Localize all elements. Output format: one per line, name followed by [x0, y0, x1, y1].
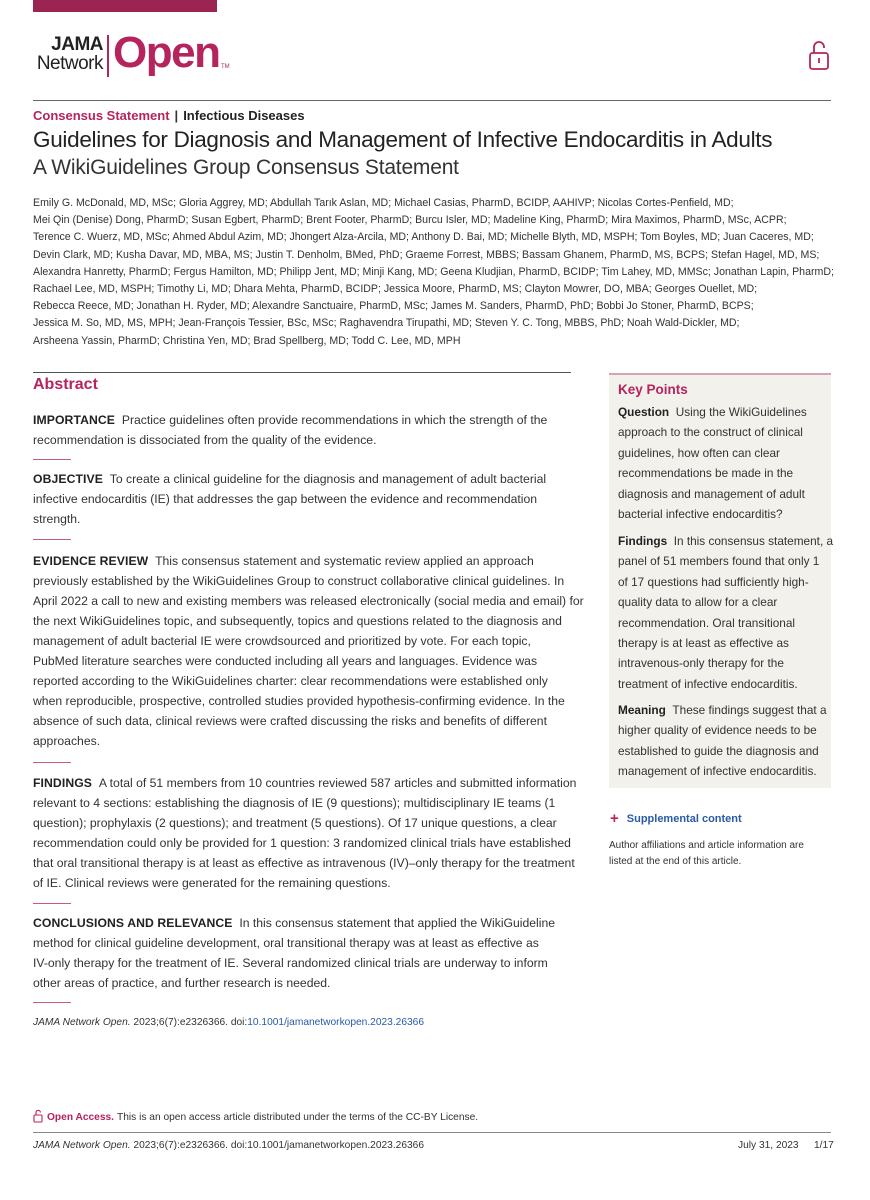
author-line: Devin Clark, MD; Kusha Davar, MD, MBA, MS; Justin T. Denholm, BMed, PhD; Graeme Forrest, MBBS; Bassam Ghanem, PharmD, MS, BCPS; Stefan Hagel, MD, MS; [33, 248, 820, 261]
open-access-lock-icon [33, 1109, 43, 1123]
footer-journal: JAMA Network Open. [33, 1140, 131, 1151]
kp-findings-text: recommendation. Oral transitional [618, 615, 796, 630]
section-divider [33, 762, 71, 763]
findings-label: FINDINGS [33, 776, 93, 790]
affiliations-note-line: listed at the end of this article. [609, 856, 742, 867]
question-text: bacterial infective endocarditis? [618, 507, 783, 522]
top-accent-bar [33, 0, 217, 12]
kp-findings-text: intravenous-only therapy for the [618, 656, 784, 671]
article-citation [33, 1017, 424, 1028]
abstract-conclusions [33, 913, 573, 993]
importance-label: IMPORTANCE [33, 413, 116, 427]
objective-text: To create a clinical guideline for the diagnosis and management of adult bacterial [109, 472, 547, 486]
findings-text: that oral transitional therapy is at least as effective as intravenous (IV)–only therapy for the treatment [33, 856, 575, 870]
article-subtitle: A WikiGuidelines Group Consensus Statement [33, 156, 459, 179]
abstract-evidence-review [33, 551, 584, 751]
importance-text: recommendation is dissociated from the quality of the evidence. [33, 433, 377, 447]
section-divider [33, 1002, 71, 1003]
conclusions-text: other areas of practice, and further research is needed. [33, 976, 331, 990]
findings-text: recommendation could only be provided for 1 question: 3 randomized clinical trials have established [33, 836, 571, 850]
findings-text: A total of 51 members from 10 countries reviewed 587 articles and submitted information [98, 776, 577, 790]
author-line: Arsheena Yassin, PharmD; Christina Yen, MD; Brad Spellberg, MD; Todd C. Lee, MD, MPH [33, 334, 461, 347]
footer-citation [33, 1140, 424, 1151]
supplemental-content-link[interactable] [610, 810, 742, 827]
citation-ref: 2023;6(7):e2326366. doi: [130, 1017, 248, 1028]
abstract-findings [33, 773, 577, 893]
affiliations-note [609, 838, 804, 870]
evidence-review-text: April 2022 a call to new and existing members was released electronically (social media and email) for [33, 594, 584, 608]
evidence-review-text: approaches. [33, 734, 101, 748]
page-number: 1/17 [814, 1140, 834, 1151]
findings-text: relevant to 4 sections: establishing the diagnosis of IE (9 questions); multidisciplinary IE teams (1 [33, 796, 556, 810]
abstract-rule [33, 372, 571, 373]
plus-icon: + [610, 810, 619, 827]
evidence-review-text: previously established by the WikiGuidelines Group to construct collaborative clinical guidelines. In [33, 574, 565, 588]
evidence-review-text: This consensus statement and systematic review applied an approach [155, 554, 534, 568]
kp-findings-text: treatment of infective endocarditis. [618, 676, 798, 691]
footer-ref: 2023;6(7):e2326366. doi:10.1001/jamanetworkopen.2023.26366 [130, 1140, 424, 1151]
key-points-heading: Key Points [618, 382, 688, 397]
meaning-label: Meaning [618, 703, 666, 717]
meaning-text: higher quality of evidence needs to be [618, 723, 817, 738]
open-access-notice [33, 1109, 478, 1123]
key-points-findings [618, 531, 832, 694]
footer-rule [33, 1132, 831, 1133]
abstract-objective [33, 469, 573, 529]
evidence-review-text: the next WikiGuidelines topic, and subsequently, topics and questions related to the diagnosis and [33, 614, 562, 628]
findings-text: question); prophylaxis (2 questions); and treatment (5 questions). Of 17 unique questions, a clear [33, 816, 557, 830]
objective-text: strength. [33, 512, 81, 526]
affiliations-note-line: Author affiliations and article information are [609, 840, 804, 851]
importance-text: Practice guidelines often provide recommendations in which the strength of the [121, 413, 548, 427]
author-list [33, 195, 833, 350]
header-rule [33, 100, 831, 101]
logo-divider [107, 35, 109, 77]
author-line: Mei Qin (Denise) Dong, PharmD; Susan Egbert, PharmD; Brent Footer, PharmD; Burcu Isler, MD; Madeline King, PharmD; Mira Maximos, PharmD, MSc, ACPR; [33, 214, 787, 227]
author-line: Rachael Lee, MD, MSPH; Timothy Li, MD; Dhara Mehta, PharmD, BCIDP; Jessica Moore, PharmD, MS; Clayton Mowrer, DO, MBA; Georges Ouellet, MD; [33, 283, 758, 296]
author-line: Alexandra Hanretty, PharmD; Fergus Hamilton, MD; Philipp Jent, MD; Minji Kang, MD; Geena Kludjian, PharmD, BCIDP; Tim Lahey, MD, MMSc; Jonathan Lapin, PharmD; [33, 265, 834, 278]
open-lock-icon [808, 39, 830, 71]
kp-findings-text: panel of 51 members found that only 1 [618, 554, 820, 569]
key-points-box [609, 373, 834, 788]
conclusions-text: method for clinical guideline development, oral transitional therapy was at least as effective as [33, 936, 539, 950]
supplemental-label: Supplemental content [626, 813, 742, 825]
open-access-text: This is an open access article distributed under the terms of the CC-BY License. [117, 1112, 479, 1123]
question-text: recommendations be made in the [618, 466, 794, 481]
conclusions-text: IV-only therapy for the treatment of IE. Several randomized clinical trials are underway to inform [33, 956, 548, 970]
question-text: approach to the construct of clinical [618, 425, 803, 440]
evidence-review-label: EVIDENCE REVIEW [33, 554, 149, 568]
category-separator: | [174, 108, 179, 123]
kp-findings-text: quality data to allow for a clear [618, 595, 778, 610]
evidence-review-text: when reproducible, prospective, controlled studies provided hypothesis-confirming evidence. In the [33, 694, 565, 708]
question-text: diagnosis and management of adult [618, 486, 805, 501]
section-divider [33, 903, 71, 904]
article-category [33, 108, 305, 123]
objective-text: infective endocarditis (IE) that addresses the gap between the evidence and recommendation [33, 492, 538, 506]
section-divider [33, 459, 71, 460]
evidence-review-text: management of adult bacterial IE were crowdsourced and prioritized by vote. For each topic, [33, 634, 531, 648]
kp-findings-text: therapy is at least as effective as [618, 636, 789, 651]
author-line: Terence C. Wuerz, MD, MSc; Ahmed Abdul Azim, MD; Jhongert Alza-Arcila, MD; Anthony D. Bai, MD; Michelle Blyth, MD, MSPH; Tom Boyles, MD; Juan Caceres, MD; [33, 231, 814, 244]
evidence-review-text: reported according to the WikiGuidelines charter: clear recommendations were established only [33, 674, 548, 688]
key-points-meaning [618, 700, 832, 782]
article-title: Guidelines for Diagnosis and Management of Infective Endocarditis in Adults [33, 127, 773, 152]
kp-findings-label: Findings [618, 534, 668, 548]
meaning-text: established to guide the diagnosis and [618, 743, 819, 758]
kp-findings-text: of 17 questions had sufficiently high- [618, 574, 809, 589]
abstract-heading: Abstract [33, 376, 98, 393]
article-topic[interactable]: Infectious Diseases [183, 108, 305, 123]
evidence-review-text: PubMed literature searches were conducted including all years and languages. Evidence was [33, 654, 538, 668]
open-access-label: Open Access. [47, 1112, 115, 1123]
author-line: Jessica M. So, MD, MS, MPH; Jean-François Tessier, BSc, MSc; Raghavendra Tirupathi, MD; Steven Y. C. Tong, MBBS, PhD; Noah Wald-Dickler, MD; [33, 317, 740, 330]
question-text: Using the WikiGuidelines [675, 405, 807, 419]
author-line: Rebecca Reece, MD; Jonathan H. Ryder, MD; Alexandre Sanctuaire, PharmD, MSc; James M. Sanders, PharmD, PhD; Bobbi Jo Stoner, PharmD, BCPS; [33, 300, 754, 313]
abstract-importance [33, 410, 573, 450]
citation-journal: JAMA Network Open. [33, 1017, 131, 1028]
kp-findings-text: In this consensus statement, a [673, 534, 834, 548]
question-text: guidelines, how often can clear [618, 445, 780, 460]
meaning-text: These findings suggest that a [672, 703, 827, 717]
article-type[interactable]: Consensus Statement [33, 108, 170, 123]
question-label: Question [618, 405, 670, 419]
doi-link[interactable]: 10.1001/jamanetworkopen.2023.26366 [247, 1017, 424, 1028]
findings-text: of IE. Clinical reviews were generated for the remaining questions. [33, 876, 391, 890]
evidence-review-text: absence of such data, clinical reviews were crafted discussing the risks and benefits of different [33, 714, 547, 728]
conclusions-label: CONCLUSIONS AND RELEVANCE [33, 916, 233, 930]
logo-trademark: TM [221, 64, 230, 70]
logo-network-text: Network [36, 53, 103, 74]
key-points-question [618, 402, 832, 524]
logo-open-text: Open [113, 28, 220, 77]
logo-jama-text: JAMA [51, 34, 103, 55]
objective-label: OBJECTIVE [33, 472, 103, 486]
footer-date: July 31, 2023 [738, 1140, 799, 1151]
meaning-text: management of infective endocarditis. [618, 764, 817, 779]
author-line: Emily G. McDonald, MD, MSc; Gloria Aggrey, MD; Abdullah Tarık Aslan, MD; Michael Casias, PharmD, BCIDP, AAHIVP; Nicolas Cortes-Penfield, MD; [33, 197, 734, 209]
conclusions-text: In this consensus statement that applied the WikiGuideline [239, 916, 556, 930]
section-divider [33, 539, 71, 540]
